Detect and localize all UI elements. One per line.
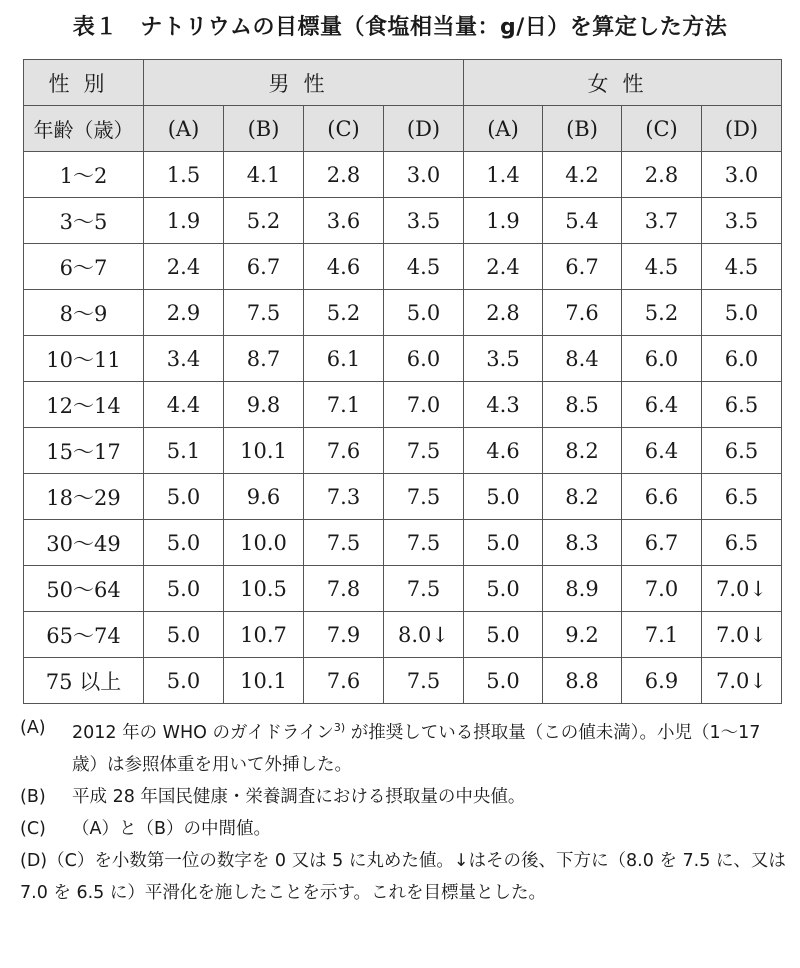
- value-cell: 7.6: [304, 428, 384, 474]
- table-row: [24, 244, 782, 290]
- value-cell: 7.0↓: [702, 612, 782, 658]
- value-cell: 7.1: [304, 382, 384, 428]
- value-cell: 5.0: [464, 520, 543, 566]
- value-cell: 5.2: [622, 290, 702, 336]
- value-cell: 6.1: [304, 336, 384, 382]
- value-cell: 8.8: [543, 658, 622, 704]
- value-cell: 10.7: [224, 612, 304, 658]
- table-row: [24, 658, 782, 704]
- value-cell: 8.0↓: [384, 612, 464, 658]
- note-superscript: 3): [333, 721, 346, 734]
- value-cell: 5.0: [144, 520, 224, 566]
- value-cell: 7.6: [304, 658, 384, 704]
- value-cell: 7.5: [384, 428, 464, 474]
- value-cell: 7.0↓: [702, 566, 782, 612]
- value-cell: 8.7: [224, 336, 304, 382]
- male-header: 男性: [144, 60, 464, 106]
- value-cell: 3.6: [304, 198, 384, 244]
- value-cell: 5.2: [224, 198, 304, 244]
- value-cell: 2.8: [304, 152, 384, 198]
- note-text: 2012 年の WHO のガイドライン: [72, 722, 334, 743]
- value-cell: 8.3: [543, 520, 622, 566]
- column-header: (A): [464, 106, 543, 152]
- value-cell: 6.0: [702, 336, 782, 382]
- value-cell: 7.3: [304, 474, 384, 520]
- value-cell: 3.5: [464, 336, 543, 382]
- note-b: [20, 781, 790, 813]
- value-cell: 5.0: [144, 566, 224, 612]
- column-header: (B): [224, 106, 304, 152]
- column-header: (B): [543, 106, 622, 152]
- value-cell: 7.8: [304, 566, 384, 612]
- value-cell: 5.1: [144, 428, 224, 474]
- table-row: [24, 152, 782, 198]
- value-cell: 8.2: [543, 474, 622, 520]
- value-cell: 5.0: [384, 290, 464, 336]
- value-cell: 3.0: [702, 152, 782, 198]
- note-c: [20, 813, 790, 845]
- age-header: 年齢（歳）: [24, 106, 144, 152]
- table-row: [24, 336, 782, 382]
- value-cell: 6.0: [622, 336, 702, 382]
- value-cell: 9.6: [224, 474, 304, 520]
- age-cell: 8～9: [24, 290, 144, 336]
- value-cell: 1.4: [464, 152, 543, 198]
- value-cell: 6.7: [622, 520, 702, 566]
- value-cell: 3.0: [384, 152, 464, 198]
- note-a: [20, 712, 790, 781]
- value-cell: 9.8: [224, 382, 304, 428]
- value-cell: 2.4: [464, 244, 543, 290]
- note-text: （C）を小数第一位の数字を 0 又は 5 に丸めた値。↓はその後、下方に（8.0 を 7.5 に、又は 7.0 を 6.5 に）平滑化を施したことを示す。これを目標量とした。: [20, 850, 786, 903]
- table-row: [24, 612, 782, 658]
- value-cell: 6.6: [622, 474, 702, 520]
- table-row: [24, 198, 782, 244]
- column-header: (C): [622, 106, 702, 152]
- value-cell: 5.0: [464, 612, 543, 658]
- value-cell: 7.0: [384, 382, 464, 428]
- value-cell: 5.0: [464, 474, 543, 520]
- table-row: [24, 566, 782, 612]
- age-cell: 3～5: [24, 198, 144, 244]
- age-cell: 10～11: [24, 336, 144, 382]
- value-cell: 5.2: [304, 290, 384, 336]
- value-cell: 2.4: [144, 244, 224, 290]
- value-cell: 7.5: [224, 290, 304, 336]
- value-cell: 6.7: [224, 244, 304, 290]
- value-cell: 2.8: [622, 152, 702, 198]
- value-cell: 5.0: [144, 612, 224, 658]
- age-cell: 12～14: [24, 382, 144, 428]
- value-cell: 3.5: [702, 198, 782, 244]
- value-cell: 6.5: [702, 382, 782, 428]
- note-label: (B): [20, 786, 46, 807]
- table-row: [24, 382, 782, 428]
- value-cell: 5.0: [144, 658, 224, 704]
- female-header: 女性: [464, 60, 782, 106]
- value-cell: 6.9: [622, 658, 702, 704]
- age-cell: 6～7: [24, 244, 144, 290]
- value-cell: 6.4: [622, 382, 702, 428]
- age-cell: 50～64: [24, 566, 144, 612]
- value-cell: 6.4: [622, 428, 702, 474]
- value-cell: 6.7: [543, 244, 622, 290]
- value-cell: 7.0↓: [702, 658, 782, 704]
- value-cell: 5.0: [144, 474, 224, 520]
- note-text: が推奨している摂取量（この値未満）。小児（1～17 歳）は参照体重を用いて外挿した。: [72, 722, 761, 775]
- value-cell: 7.5: [384, 520, 464, 566]
- value-cell: 10.1: [224, 428, 304, 474]
- value-cell: 3.5: [384, 198, 464, 244]
- value-cell: 5.0: [464, 566, 543, 612]
- value-cell: 6.5: [702, 428, 782, 474]
- age-cell: 30～49: [24, 520, 144, 566]
- value-cell: 6.5: [702, 520, 782, 566]
- value-cell: 1.9: [464, 198, 543, 244]
- value-cell: 4.6: [304, 244, 384, 290]
- value-cell: 1.9: [144, 198, 224, 244]
- value-cell: 5.0: [702, 290, 782, 336]
- age-cell: 75 以上: [24, 658, 144, 704]
- note-text: 平成 28 年国民健康・栄養調査における摂取量の中央値。: [72, 786, 526, 807]
- value-cell: 3.7: [622, 198, 702, 244]
- value-cell: 4.5: [622, 244, 702, 290]
- column-header: (D): [384, 106, 464, 152]
- note-label: (C): [20, 818, 46, 839]
- value-cell: 3.4: [144, 336, 224, 382]
- value-cell: 10.1: [224, 658, 304, 704]
- value-cell: 7.0: [622, 566, 702, 612]
- value-cell: 8.5: [543, 382, 622, 428]
- note-label: (D): [20, 850, 48, 871]
- column-header: (C): [304, 106, 384, 152]
- value-cell: 7.6: [543, 290, 622, 336]
- column-header: (D): [702, 106, 782, 152]
- value-cell: 5.4: [543, 198, 622, 244]
- sodium-target-table: [23, 59, 782, 704]
- value-cell: 7.5: [304, 520, 384, 566]
- value-cell: 4.4: [144, 382, 224, 428]
- value-cell: 2.8: [464, 290, 543, 336]
- value-cell: 7.1: [622, 612, 702, 658]
- age-cell: 18～29: [24, 474, 144, 520]
- value-cell: 4.5: [384, 244, 464, 290]
- table-row: [24, 474, 782, 520]
- value-cell: 8.2: [543, 428, 622, 474]
- value-cell: 7.5: [384, 658, 464, 704]
- value-cell: 7.5: [384, 474, 464, 520]
- age-cell: 65～74: [24, 612, 144, 658]
- value-cell: 9.2: [543, 612, 622, 658]
- value-cell: 6.0: [384, 336, 464, 382]
- column-header: (A): [144, 106, 224, 152]
- value-cell: 4.5: [702, 244, 782, 290]
- value-cell: 4.2: [543, 152, 622, 198]
- note-label: (A): [20, 718, 46, 738]
- value-cell: 2.9: [144, 290, 224, 336]
- value-cell: 7.5: [384, 566, 464, 612]
- value-cell: 6.5: [702, 474, 782, 520]
- value-cell: 1.5: [144, 152, 224, 198]
- value-cell: 10.0: [224, 520, 304, 566]
- value-cell: 8.9: [543, 566, 622, 612]
- note-text: （A）と（B）の中間値。: [72, 818, 271, 839]
- value-cell: 5.0: [464, 658, 543, 704]
- value-cell: 4.1: [224, 152, 304, 198]
- footnotes: [20, 712, 790, 909]
- age-cell: 15～17: [24, 428, 144, 474]
- table-title: 表１ ナトリウムの目標量（食塩相当量：g/日）を算定した方法: [72, 15, 728, 40]
- value-cell: 4.6: [464, 428, 543, 474]
- sex-header: 性別: [24, 60, 144, 106]
- table-row: [24, 290, 782, 336]
- note-d: [20, 845, 790, 909]
- header-row-columns: [24, 106, 782, 152]
- age-cell: 1～2: [24, 152, 144, 198]
- header-row-sex: [24, 60, 782, 106]
- value-cell: 10.5: [224, 566, 304, 612]
- value-cell: 8.4: [543, 336, 622, 382]
- value-cell: 7.9: [304, 612, 384, 658]
- table-row: [24, 428, 782, 474]
- value-cell: 4.3: [464, 382, 543, 428]
- table-row: [24, 520, 782, 566]
